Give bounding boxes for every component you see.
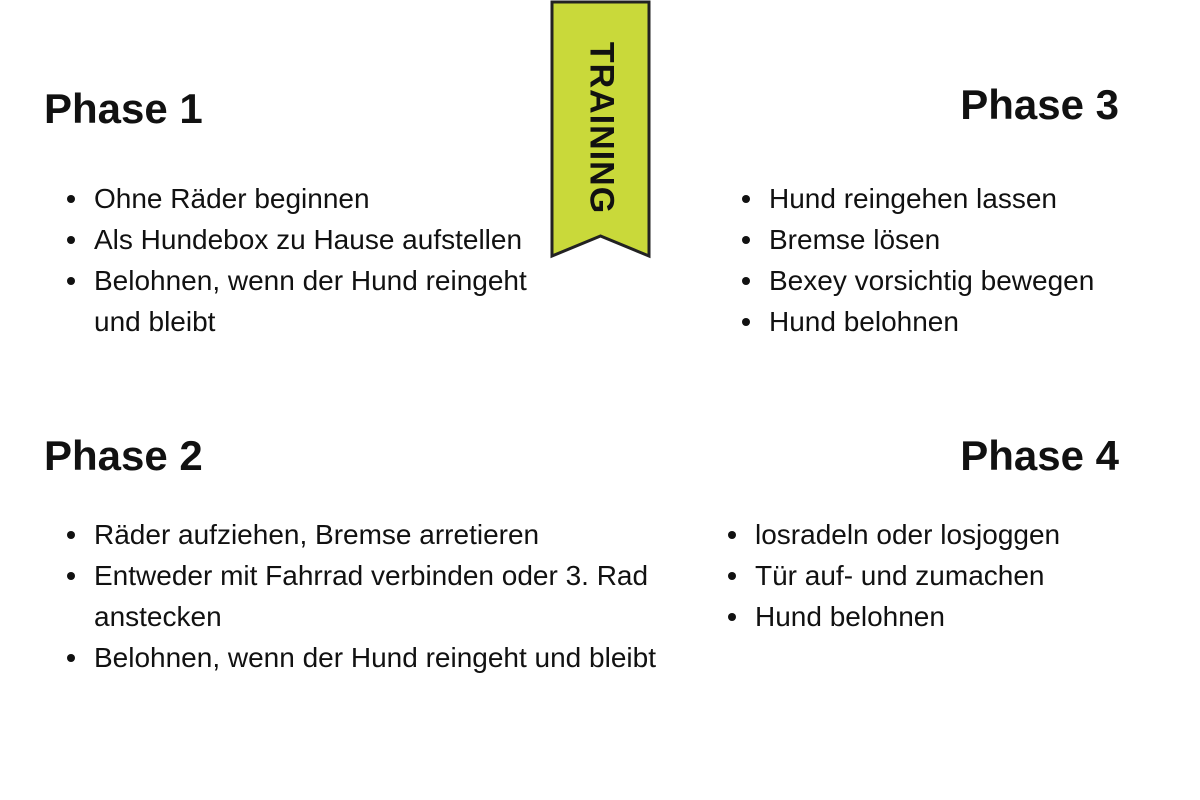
phase-1-list — [44, 178, 564, 342]
training-ribbon — [550, 0, 651, 260]
list-item: Bexey vorsichtig bewegen — [769, 260, 1200, 301]
list-item: Entweder mit Fahrrad verbinden oder 3. Rad anstecken — [94, 555, 664, 637]
phase-3-list — [719, 178, 1200, 342]
phase-2-title: Phase 2 — [44, 432, 203, 479]
list-item: Hund belohnen — [755, 596, 1200, 637]
list-item: Tür auf- und zumachen — [755, 555, 1200, 596]
phase-4-title: Phase 4 — [960, 432, 1119, 479]
phase-2-list — [44, 514, 664, 678]
list-item: Räder aufziehen, Bremse arretieren — [94, 514, 664, 555]
list-item: Als Hundebox zu Hause aufstellen — [94, 219, 564, 260]
list-item: Belohnen, wenn der Hund reingeht und bleibt — [94, 637, 664, 678]
list-item: Hund belohnen — [769, 301, 1200, 342]
list-item: Belohnen, wenn der Hund reingeht und bleibt — [94, 260, 564, 342]
ribbon-label: TRAINING — [582, 41, 620, 215]
list-item: losradeln oder losjoggen — [755, 514, 1200, 555]
list-item: Ohne Räder beginnen — [94, 178, 564, 219]
phase-4-list — [719, 514, 1200, 637]
list-item: Bremse lösen — [769, 219, 1200, 260]
phase-3-title: Phase 3 — [960, 81, 1119, 128]
list-item: Hund reingehen lassen — [769, 178, 1200, 219]
phase-1-title: Phase 1 — [44, 85, 203, 132]
